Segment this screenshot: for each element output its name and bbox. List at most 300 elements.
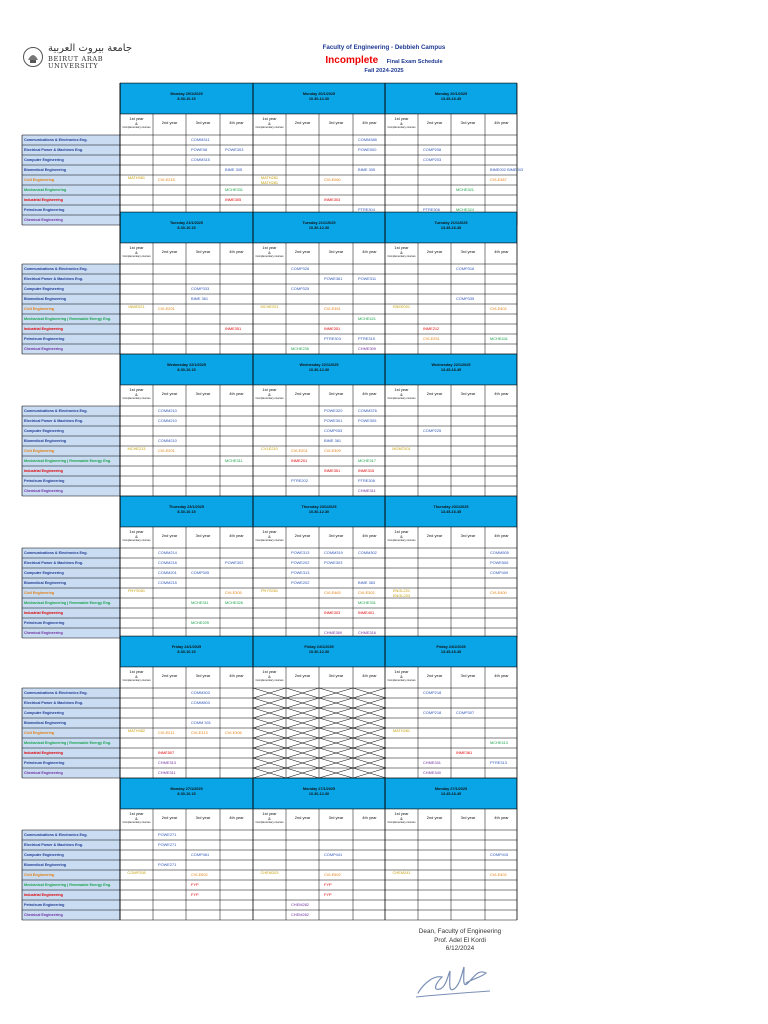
year-column-header: 3rd year [328,391,344,396]
faculty-title: Faculty of Engineering - Debbieh Campus [322,44,446,51]
year-header-line: & [268,249,271,255]
course-cell: COMP409 [490,570,509,575]
day-date: Friday 24/1/2025 [436,645,466,649]
department-row-label: Communications & Electronics Eng. [22,688,120,698]
course-cell: COMM201 [158,570,177,575]
course-cell: CVLE309 [324,448,341,453]
course-cell: INME303 [324,610,341,615]
department-row-label: Communications & Electronics Eng. [22,135,120,145]
department-row-label: Computer Engineering [22,708,120,718]
course-cell: INME212 [423,326,440,331]
year-header-line: Complementary courses [255,397,284,400]
year-header-line: Complementary courses [387,539,416,542]
year-column-header: 3rd year [195,391,211,396]
course-cell: POWE303 [225,147,244,152]
course-cell: COMM210 [158,418,177,423]
first-year-course: MATH281 [392,728,411,733]
year-header-line: & [135,120,138,126]
year-header-line: 1st year [262,387,277,392]
department-row-label: Chemical Engineering [22,910,120,920]
course-cell: POWE000 [358,147,377,152]
department-row-label: Biomedical Engineering [22,165,120,175]
course-cell: POWE313 [291,570,310,575]
year-column-header: 2nd year [426,249,443,254]
first-year-course: CVLE210 [261,446,278,451]
course-cell: COMP218 [423,690,442,695]
department-row-label: Biomedical Engineering [22,436,120,446]
department-row-label: Civil Engineering [22,304,120,314]
course-cell: MCHE441 [490,336,508,341]
department-row-label: Civil Engineering [22,728,120,738]
course-cell: BIME 363 [358,580,376,585]
year-column-header: 4th year [229,249,244,254]
day-date: Wednesday 22/1/2025 [167,363,206,367]
department-row-label: Electrical Power & Machines Eng. [22,840,120,850]
year-header-line: Complementary courses [122,255,151,258]
year-column-header: 4th year [229,391,244,396]
year-column-header: 4th year [362,391,377,396]
year-column-header: 4th year [362,533,377,538]
year-header-line: Complementary courses [387,255,416,258]
table-grid [22,354,517,496]
time-slot: 10.30-12.30 [308,367,330,372]
status-label: Incomplete [325,55,379,66]
year-column-header: 4th year [362,120,377,125]
course-cell: COMM311 [191,137,210,142]
course-cell: POWE271 [158,832,177,837]
course-cell: MCHE311 [191,600,209,605]
year-column-header: 3rd year [328,673,344,678]
year-column-header: 3rd year [328,815,344,820]
department-row-label: Computer Engineering [22,284,120,294]
day-date: Tuesday 21/1/2025 [434,221,468,225]
department-row-label: Petroleum Engineering [22,900,120,910]
time-slot: 13.45-16.45 [440,367,462,372]
course-cell: COMM803 [191,700,210,705]
course-cell: COMM214 [158,550,177,555]
schedule-block [22,636,517,775]
department-row-label: Communications & Electronics Eng. [22,406,120,416]
year-header-line: 1st year [129,669,144,674]
department-row-label: Biomedical Engineering [22,860,120,870]
year-header-line: Complementary courses [387,679,416,682]
course-cell: CVLE211 [158,730,175,735]
time-slot: 10.30-12.30 [308,649,330,654]
course-cell: POWE271 [158,842,177,847]
department-row-label: Communications & Electronics Eng. [22,264,120,274]
course-cell: COMP218 [423,710,442,715]
year-column-header: 4th year [229,673,244,678]
department-row-label: Electrical Power & Machines Eng. [22,416,120,426]
course-cell: MCHE311 [225,458,243,463]
department-row-label: Electrical Power & Machines Eng. [22,698,120,708]
year-column-header: 2nd year [161,120,178,125]
course-cell: CHME311 [358,488,376,493]
year-header-line: 1st year [262,811,277,816]
course-cell: CVLE201 [291,448,308,453]
course-cell: POWE202 [291,580,310,585]
course-cell: COMP305 [191,570,210,575]
course-cell: CVLE502 [191,872,208,877]
department-row-label: Civil Engineering [22,870,120,880]
year-header-line: & [400,391,403,397]
year-header-line: 1st year [129,811,144,816]
course-cell: CVLE351 [324,306,341,311]
department-row-label: Mechanical Engineering | Renewable Energy Eng. [22,314,120,324]
signature-date: 6/12/2024 [445,945,475,953]
time-slot: 8.30-10.15 [177,791,196,796]
first-year-course: MCHE201 [260,304,279,309]
course-cell: CVLE215 [158,177,175,182]
course-cell: CHEM282 [291,902,309,907]
department-row-label: Civil Engineering [22,588,120,598]
course-cell: COMP335 [456,296,475,301]
course-cell: POWE311 [358,276,377,281]
course-cell: CHME316 [358,630,376,635]
course-cell: BIME002 BIME003 [490,167,524,172]
course-cell: PTRE303 [324,336,341,341]
year-column-header: 2nd year [426,533,443,538]
year-header-line: 1st year [129,245,144,250]
year-column-header: 3rd year [460,533,476,538]
year-column-header: 2nd year [426,673,443,678]
year-column-header: 2nd year [294,533,311,538]
day-date: Monday 20/1/2025 [434,92,468,96]
course-cell: COMM376 [358,408,377,413]
course-cell: COMM210 [158,408,177,413]
year-column-header: 3rd year [460,120,476,125]
department-row-label: Computer Engineering [22,426,120,436]
course-cell: CHME313 [158,760,176,765]
course-cell: CVLE313 [191,730,208,735]
course-cell: INME361 [456,750,473,755]
table-grid [22,83,524,225]
course-cell: MCHE413 [490,740,508,745]
course-cell: CVLE305 [225,590,242,595]
course-cell: INME351 [324,468,341,473]
course-cell: FYP [324,882,332,887]
handwritten-signature [412,953,492,1001]
course-cell: CVLE402 [490,306,507,311]
department-row-label: Biomedical Engineering [22,718,120,728]
day-date: Friday 24/1/2025 [304,645,334,649]
year-column-header: 2nd year [161,815,178,820]
year-header-line: Complementary courses [387,397,416,400]
department-row-label: Mechanical Engineering | Renewable Energy Eng. [22,598,120,608]
year-column-header: 3rd year [195,673,211,678]
course-cell: FYP [191,892,199,897]
year-column-header: 4th year [362,815,377,820]
department-row-label: Industrial Engineering [22,890,120,900]
first-year-course: MATH082 [127,728,146,733]
course-cell: BIME 305 [225,167,243,172]
course-cell: POWE361 [324,276,343,281]
year-header-line: & [400,815,403,821]
year-column-header: 4th year [494,120,509,125]
course-cell: MCHE331 [225,187,243,192]
course-cell: COMM215 [158,580,177,585]
year-header-line: & [400,533,403,539]
time-slot: 8.30-10.15 [177,649,196,654]
department-row-label: Petroleum Engineering [22,758,120,768]
course-cell: COMP203 [423,157,442,162]
time-slot: 13.45-16.45 [440,225,462,230]
cancelled-slot-crosses [253,688,385,778]
department-row-label: Mechanical Engineering [22,185,120,195]
course-cell: BIME 361 [324,438,342,443]
course-cell: INME401 [358,610,375,615]
year-column-header: 3rd year [195,815,211,820]
course-cell: POWE301 [324,418,343,423]
course-cell: MCHE324 [456,207,474,212]
year-header-line: 1st year [394,529,409,534]
course-cell: POWE305 [358,418,377,423]
first-year-course: PHYS281 [260,588,279,593]
first-year-course: PHYS081 [127,588,146,593]
course-cell: INME303 [324,197,341,202]
first-year-course: COMP208 [127,870,146,875]
dean-name: Prof. Adel El Kordi [434,936,486,944]
year-column-header: 2nd year [161,533,178,538]
department-row-label: Mechanical Engineering | Renewable Energy Eng. [22,456,120,466]
first-year-course: CHEM241 [392,870,411,875]
time-slot: 8.30-10.15 [177,367,196,372]
course-cell: COMM505 [490,550,509,555]
course-cell: COMP461 [191,852,210,857]
dean-signature-block [380,928,540,954]
department-row-label: Civil Engineering [22,175,120,185]
first-year-course: MGMT001 [392,446,411,451]
day-date: Monday 27/1/2025 [170,787,203,791]
department-row-label: Mechanical Engineering | Renewable Energy Eng. [22,738,120,748]
year-column-header: 4th year [494,533,509,538]
department-row-label: Petroleum Engineering [22,334,120,344]
schedule-block [22,83,524,222]
year-column-header: 3rd year [328,533,344,538]
department-row-label: Industrial Engineering [22,195,120,205]
course-cell: CVLE502 [324,872,341,877]
year-header-line: Complementary courses [255,821,284,824]
year-header-line: 1st year [129,387,144,392]
year-column-header: 3rd year [460,815,476,820]
first-year-course: INME021 [128,304,145,309]
department-row-label: Industrial Engineering [22,748,120,758]
department-row-label: Petroleum Engineering [22,476,120,486]
course-cell: PTRE304 [358,207,375,212]
course-cell: MCHE235 [291,346,309,351]
year-column-header: 4th year [494,815,509,820]
department-row-label: Chemical Engineering [22,486,120,496]
year-column-header: 2nd year [161,391,178,396]
year-column-header: 3rd year [328,249,344,254]
logo-english: BEIRUT ARAB UNIVERSITY [48,55,104,70]
day-date: Friday 24/1/2025 [171,645,202,649]
year-column-header: 4th year [494,673,509,678]
course-cell: COMM388 [358,137,377,142]
course-cell: MCHE421 [358,316,376,321]
first-year-course: MATH281 MATH281 [260,175,279,185]
course-cell: POWE08 [191,147,208,152]
course-cell: INME351 [225,326,242,331]
course-cell: CVLE201 [158,448,175,453]
year-column-header: 4th year [362,673,377,678]
year-column-header: 3rd year [195,533,211,538]
year-column-header: 3rd year [460,249,476,254]
course-cell: CHME340 [423,770,441,775]
year-header-line: & [268,391,271,397]
year-column-header: 2nd year [294,249,311,254]
time-slot: 13.45-16.45 [440,96,462,101]
department-row-label: Mechanical Engineering | Renewable Energy Eng. [22,880,120,890]
course-cell: PTRE306 [358,478,375,483]
department-row-label: Electrical Power & Machines Eng. [22,274,120,284]
table-grid [22,778,517,920]
time-slot: 10.30-12.30 [308,509,330,514]
department-row-label: Industrial Engineering [22,466,120,476]
course-cell: CVLE302 [358,590,375,595]
year-column-header: 2nd year [426,391,443,396]
year-header-line: 1st year [262,116,277,121]
department-row-label: Petroleum Engineering [22,205,120,215]
course-cell: CHME369 [324,630,342,635]
course-cell: POWE506 [490,560,509,565]
department-row-label: Industrial Engineering [22,608,120,618]
department-row-label: Chemical Engineering [22,628,120,638]
course-cell: CVLE400 [490,590,507,595]
course-cell: POWE320 [324,408,343,413]
course-cell: COMP208 [423,147,442,152]
time-slot: 8.30-10.15 [177,96,196,101]
day-date: Thursday 23/1/2025 [301,505,337,509]
year-column-header: 2nd year [426,120,443,125]
time-slot: 8.30-10.15 [177,225,196,230]
first-year-course: MCHE213 [127,446,146,451]
day-date: Tuesday 21/1/2025 [169,221,204,225]
time-slot: 8.30-10.15 [177,509,196,514]
department-row-label: Chemical Engineering [22,215,120,225]
course-cell: CHME331 [423,760,441,765]
course-cell: MCHE321 [456,187,474,192]
department-row-label: Biomedical Engineering [22,578,120,588]
day-date: Monday 20/1/2025 [302,92,336,96]
year-header-line: & [268,120,271,126]
term-label: Fall 2024-2025 [364,68,404,74]
first-year-course: CHEM203 [260,870,279,875]
year-column-header: 3rd year [460,391,476,396]
first-year-course: ENGL221 ENGL203 [392,588,411,598]
time-slot: 13.45-16.45 [440,791,462,796]
schedule-block [22,212,517,351]
year-column-header: 4th year [494,249,509,254]
day-date: Tuesday 21/1/2025 [302,221,336,225]
year-header-line: 1st year [394,116,409,121]
year-header-line: 1st year [262,669,277,674]
course-cell: COMP225 [423,428,442,433]
course-cell: BIME 361 [191,296,209,301]
time-slot: 13.45-16.45 [440,649,462,654]
year-column-header: 4th year [494,391,509,396]
course-cell: INME315 [358,468,375,473]
logo-arabic: جامعة بيروت العربية [48,43,133,55]
day-date: Wednesday 22/1/2025 [299,363,339,367]
year-header-line: & [135,673,138,679]
course-cell: CVLE201 [158,306,175,311]
course-cell: COMM315 [191,157,210,162]
year-header-line: 1st year [262,529,277,534]
year-column-header: 3rd year [460,673,476,678]
year-header-line: 1st year [394,387,409,392]
year-column-header: 4th year [362,249,377,254]
course-cell: POWE303 [324,560,343,565]
year-header-line: Complementary courses [387,126,416,129]
day-date: Monday 27/1/2025 [434,787,468,791]
year-header-line: & [268,533,271,539]
schedule-block [22,354,517,493]
year-column-header: 3rd year [195,120,211,125]
course-cell: COMM 301 [191,720,211,725]
course-cell: CHME309 [358,346,376,351]
course-cell: POWE302 [225,560,244,565]
course-cell: MCHE331 [358,600,376,605]
department-row-label: Civil Engineering [22,446,120,456]
day-date: Thursday 23/1/2025 [433,505,469,509]
year-header-line: & [268,673,271,679]
course-cell: INME351 [324,326,341,331]
course-cell: COMP441 [324,852,343,857]
department-row-label: Electrical Power & Machines Eng. [22,558,120,568]
course-cell: INME201 [291,458,308,463]
department-row-label: Computer Engineering [22,155,120,165]
department-row-label: Communications & Electronics Eng. [22,830,120,840]
year-column-header: 4th year [229,120,244,125]
year-column-header: 4th year [229,533,244,538]
course-cell: PTRE315 [358,336,375,341]
course-cell: CVLE463 [324,590,341,595]
year-header-line: & [268,815,271,821]
year-header-line: & [400,249,403,255]
course-cell: COMP325 [291,286,310,291]
time-slot: 13.45-16.45 [440,509,462,514]
course-cell: INME507 [158,750,175,755]
year-header-line: 1st year [394,669,409,674]
year-header-line: Complementary courses [122,126,151,129]
course-cell: CHME311 [158,770,176,775]
department-row-label: Petroleum Engineering [22,618,120,628]
department-row-label: Chemical Engineering [22,768,120,778]
year-header-line: 1st year [394,245,409,250]
year-header-line: & [400,120,403,126]
course-cell: COMP415 [490,852,509,857]
year-column-header: 2nd year [426,815,443,820]
year-column-header: 3rd year [195,249,211,254]
department-row-label: Chemical Engineering [22,344,120,354]
course-cell: COMM218 [158,560,177,565]
year-header-line: Complementary courses [122,539,151,542]
day-date: Monday 20/1/2025 [170,92,203,96]
table-grid [22,496,517,638]
course-cell: INME305 [225,197,242,202]
first-year-course: ENEE001 [392,304,411,309]
year-header-line: 1st year [262,245,277,250]
year-header-line: Complementary courses [255,539,284,542]
time-slot: 10.30-12.30 [308,225,330,230]
course-cell: COMM302 [358,550,377,555]
course-cell: PTRE306 [423,207,440,212]
course-cell: COMM303 [191,690,210,695]
year-header-line: Complementary courses [122,679,151,682]
course-cell: MCHE317 [358,458,376,463]
schedule-title: Final Exam Schedule [386,59,443,65]
